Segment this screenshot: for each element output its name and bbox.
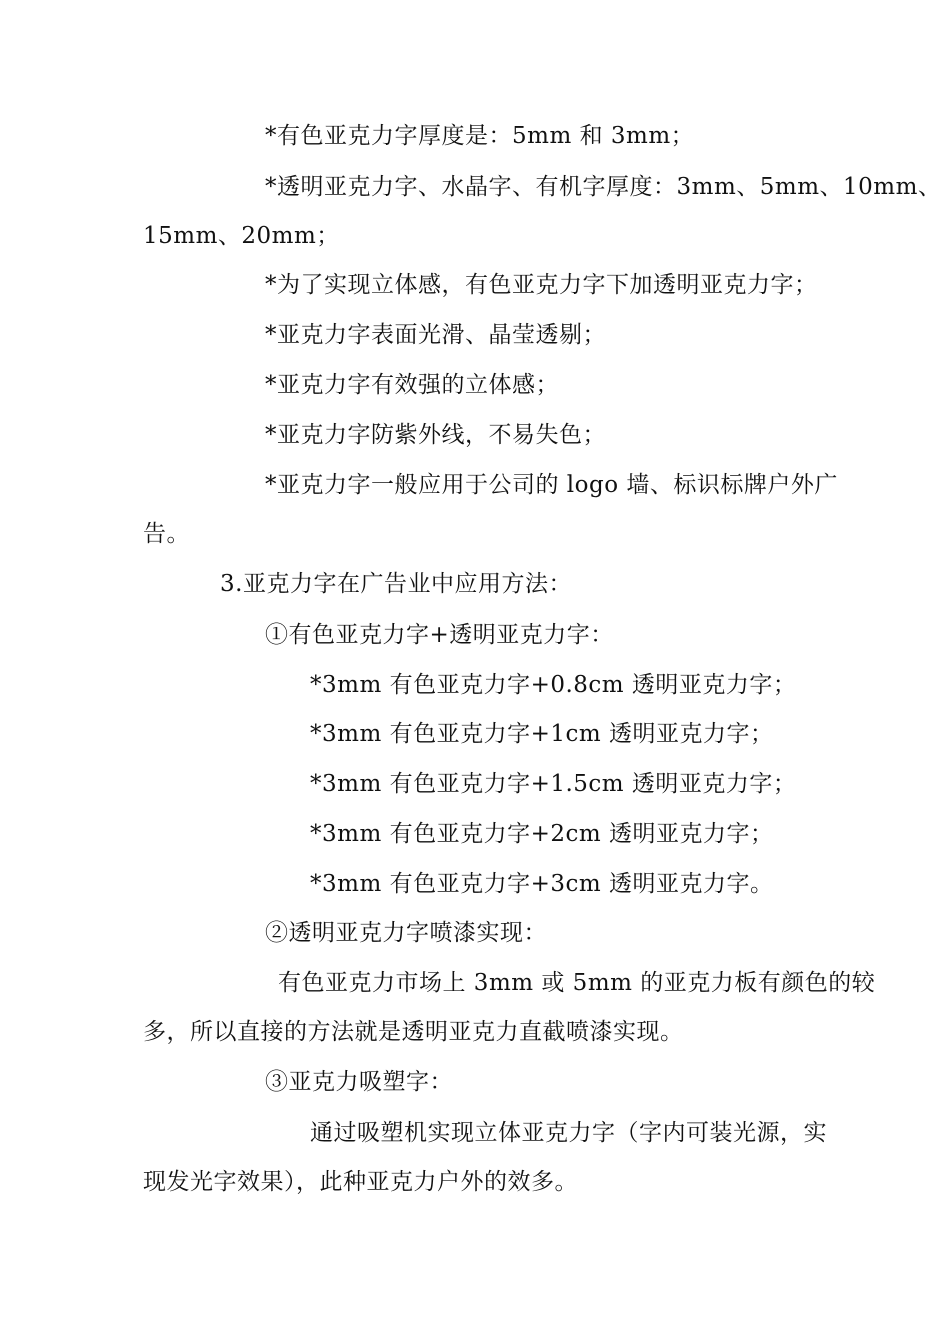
list-item: *3mm 有色亚克力字+3cm 透明亚克力字。 — [310, 871, 774, 897]
text-line: 告。 — [143, 521, 190, 547]
text-line: 通过吸塑机实现立体亚克力字（字内可装光源，实 — [310, 1120, 827, 1146]
text-line: 多，所以直接的方法就是透明亚克力直截喷漆实现。 — [143, 1019, 684, 1045]
list-item: *3mm 有色亚克力字+1cm 透明亚克力字； — [310, 721, 774, 747]
text-line: 15mm、20mm； — [143, 223, 340, 249]
text-line: *亚克力字表面光滑、晶莹透剔； — [265, 322, 606, 348]
text-line: *透明亚克力字、水晶字、有机字厚度：3mm、5mm、10mm、 — [265, 174, 942, 200]
text-line: *亚克力字一般应用于公司的 logo 墙、标识标牌户外广 — [265, 472, 838, 498]
section-heading: 3.亚克力字在广告业中应用方法： — [220, 571, 572, 597]
subsection-heading: ①有色亚克力字+透明亚克力字： — [265, 622, 614, 648]
list-item: *3mm 有色亚克力字+2cm 透明亚克力字； — [310, 821, 774, 847]
text-line: *亚克力字防紫外线，不易失色； — [265, 422, 606, 448]
text-line: 有色亚克力市场上 3mm 或 5mm 的亚克力板有颜色的较 — [278, 970, 876, 996]
list-item: *3mm 有色亚克力字+1.5cm 透明亚克力字； — [310, 771, 797, 797]
subsection-heading: ②透明亚克力字喷漆实现： — [265, 920, 547, 946]
text-line: *亚克力字有效强的立体感； — [265, 372, 559, 398]
subsection-heading: ③亚克力吸塑字： — [265, 1069, 453, 1095]
list-item: *3mm 有色亚克力字+0.8cm 透明亚克力字； — [310, 672, 797, 698]
text-line: 现发光字效果），此种亚克力户外的效多。 — [143, 1169, 578, 1195]
text-line: *为了实现立体感，有色亚克力字下加透明亚克力字； — [265, 272, 818, 298]
text-line: *有色亚克力字厚度是：5mm 和 3mm； — [265, 123, 695, 149]
